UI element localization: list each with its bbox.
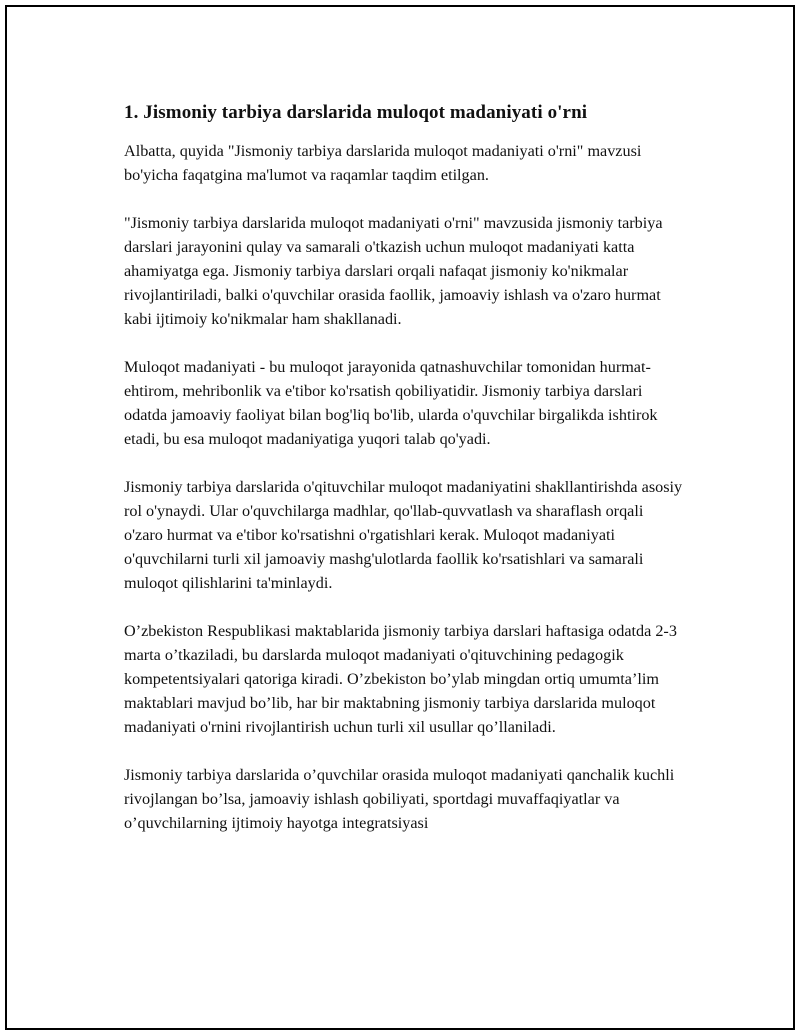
paragraph-outcomes: Jismoniy tarbiya darslarida o’quvchilar orasida muloqot madaniyati qanchalik kuchli rivojlangan bo’lsa, jamoaviy ishlash qobiliyati, sportdagi muvaffaqiyatlar va o’quvchilarning ijtimoiy hayotga integratsiyasi	[124, 766, 675, 832]
paragraph-intro: Albatta, quyida "Jismoniy tarbiya darslarida muloqot madaniyati o'rni" mavzusi bo'yicha faqatgina ma'lumot va raqamlar taqdim etilgan.	[124, 142, 642, 184]
document-title: 1. Jismoniy tarbiya darslarida muloqot madaniyati o'rni	[124, 102, 588, 123]
document-page	[5, 5, 795, 1030]
paragraph-topic-importance: "Jismoniy tarbiya darslarida muloqot madaniyati o'rni" mavzusida jismoniy tarbiya darslari jarayonini qulay va samarali o'tkazish uchun muloqot madaniyati katta ahamiyatga ega. Jismoniy tarbiya darslari orqali nafaqat jismoniy ko'nikmalar rivojlantiriladi, balki o'quvchilar orasida faollik, jamoaviy ishlash va o'zaro hurmat kabi ijtimoiy ko'nikmalar ham shakllanadi.	[124, 214, 663, 328]
paragraph-definition: Muloqot madaniyati - bu muloqot jarayonida qatnashuvchilar tomonidan hurmat-ehtirom, mehribonlik va e'tibor ko'rsatish qobiliyatidir. Jismoniy tarbiya darslari odatda jamoaviy faoliyat bilan bog'liq bo'lib, ularda o'quvchilar birgalikda ishtirok etadi, bu esa muloqot madaniyatiga yuqori talab qo'yadi.	[124, 358, 658, 448]
document-body	[124, 99, 684, 859]
paragraph-teacher-role: Jismoniy tarbiya darslarida o'qituvchilar muloqot madaniyatini shakllantirishda asosiy rol o'ynaydi. Ular o'quvchilarga madhlar, qo'llab-quvvatlash va sharaflash orqali o'zaro hurmat va e'tibor ko'rsatishni o'rgatishlari kerak. Muloqot madaniyati o'quvchilarni turli xil jamoaviy mashg'ulotlarda faollik ko'rsatishlari va samarali muloqot qilishlarini ta'minlaydi.	[124, 478, 683, 592]
paragraph-uzbekistan-schools: O’zbekiston Respublikasi maktablarida jismoniy tarbiya darslari haftasiga odatda 2-3 marta o’tkaziladi, bu darslarda muloqot madaniyati o'qituvchining pedagogik kompetentsiyalari qatoriga kiradi. O’zbekiston bo’ylab mingdan ortiq umumta’lim maktablari mavjud bo’lib, har bir maktabning jismoniy tarbiya darslarida muloqot madaniyati o'rnini rivojlantirish uchun turli xil usullar qo’llaniladi.	[124, 622, 677, 736]
